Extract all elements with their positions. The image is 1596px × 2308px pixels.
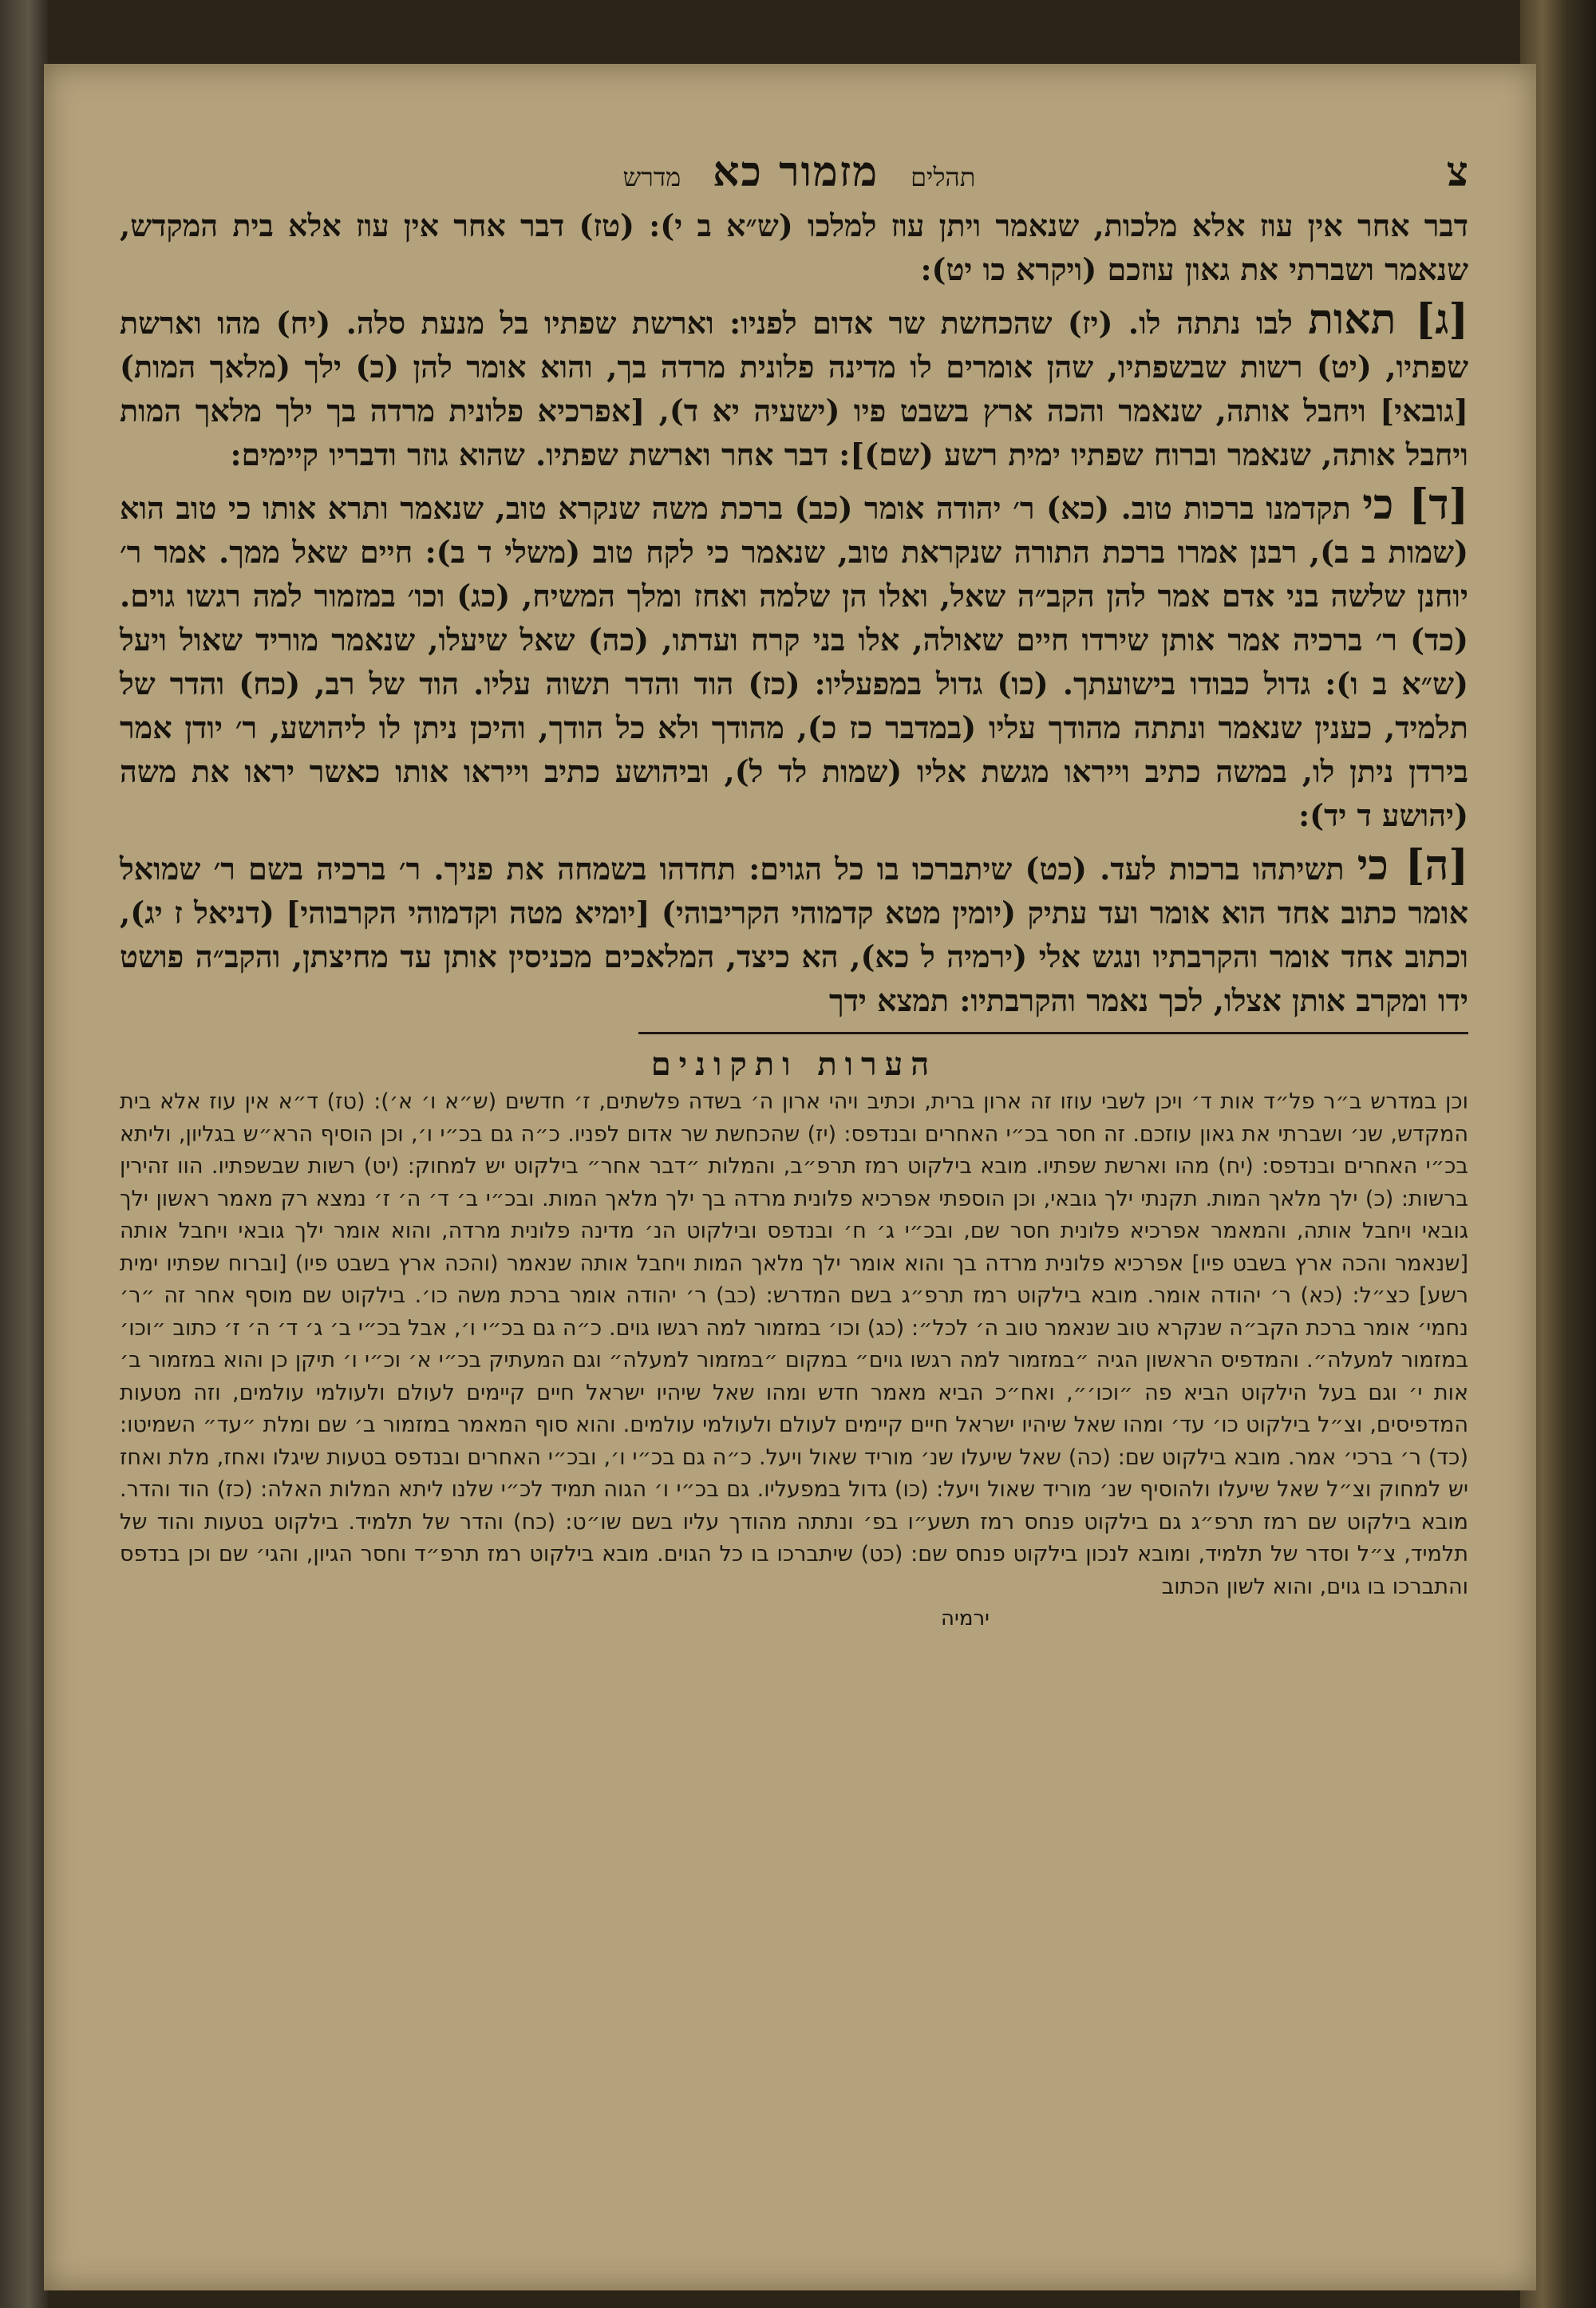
paragraph-lead: [ג] תאות xyxy=(1308,295,1468,344)
notes-body: וכן במדרש ב״ר פל״ד אות ד׳ ויכן לשבי עוזו זה ארון ברית, וכתיב ויהי ארון ה׳ בשדה פלשתים, ז׳ חדשים (ש״א ו׳ א׳): (טז) ד״א אין עוז אלא בית המקדש, שנ׳ ושברתי את גאון עוזכם. זה חסר בכ״י האחרים ובנדפס: (יז) שהכחשת שר אדום לפניו. כ״ה גם בכ״י ו׳, וכן הוסיף הרא״ש בגליון, וליתא בכ״י האחרים ובנדפס: (יח) מהו וארשת שפתיו. מובא בילקוט רמז תרפ״ב, והמלות ״דבר אחר״ בילקוט יש למחוק: (יט) רשות שבשפתיו. הוו זהירין ברשות: (כ) ילך מלאך המות. תקנתי ילך גובאי, וכן הוספתי אפרכיא פלונית מרדה בך ילך מלאך המות. ובכ״י ב׳ ד׳ ה׳ ז׳ נמצא רק מאמר ראשון ילך גובאי ויחבל אותה, והמאמר אפרכיא פלונית חסר שם, ובכ״י ג׳ ח׳ ובנדפס ובילקוט הנ׳ מדינה פלונית מרדה, והוא אומר ילך גובאי ויחבל אותה [שנאמר והכה ארץ בשבט פיו] אפרכיא פלונית מרדה בך והוא אומר ילך מלאך המות ויחבל אותה שנאמר (והכה ארץ בשבט פיו) [וברוח שפתיו ימית רשע] כצ״ל: (כא) ר׳ יהודה אומר. מובא בילקוט רמז תרפ״ג בשם המדרש: (כב) ר׳ יהודה אומר ברכת משה כו׳. בילקוט שם מוסף אחר זה ״ר׳ נחמי׳ אומר ברכת הקב״ה שנקרא טוב שנאמר טוב ה׳ לכל״: (כג) וכו׳ במזמור למה רגשו גוים. כ״ה גם בכ״י ו׳, אבל בכ״י ב׳ ג׳ ד׳ ה׳ ז׳ כתוב ״וכו׳ במזמור למעלה״. והמדפיס הראשון הגיה ״במזמור למה רגשו גוים״ במקום ״במזמור למעלה״ וגם המעתיק בכ״י א׳ וכ״י ו׳ תיקן כן והוא במזמור ב׳ אות י׳ וגם בעל הילקוט הביא פה ״וכו׳״, ואח״כ הביא מאמר חדש ומהו שאל שיהיו ישראל חיים קיימים לעולם ולעולמי עולמים, וזה מטעות המדפיסים, וצ״ל בילקוט כו׳ עד׳ ומהו שאל שיהיו ישראל חיים קיימים לעולם ולעולמי עולמים. והוא סוף המאמר במזמור ב׳ שם ומלת ״עד״ השמיטו: (כד) ר׳ ברכי׳ אמר. מובא בילקוט שם: (כה) שאל שיעלו שנ׳ מוריד שאול ויעל. כ״ה גם בכ״י ו׳, ובכ״י האחרים ובנדפס בטעות שיגלו ואחז, מלת ואחז יש למחוק וצ״ל שאל שיעלו ולהוסיף שנ׳ מוריד שאול ויעל: (כו) גדול במפעליו. גם בכ״י ו׳ הגוה תמיד לכ״י שלנו ליתא המלות האלה: (כז) הוד והדר. מובא בילקוט שם רמז תרפ״ג גם בילקוט פנחס רמז תשע״ו בפ׳ ונתתה מהודך עליו בשם שו״ט: (כח) והדר של תלמיד. בילקוט בטעות והוד של תלמיד, צ״ל וסדר של תלמיד, ומובא לנכון בילקוט פנחס שם: (כט) שיתברכו בו כל הגוים. מובא בילקוט רמז תרפ״ד וחסר הגיון, והגי׳ שם וכן בנדפס והתברכו בו גוים, והוא לשון הכתוב xyxy=(120,1089,1468,1599)
notes-catchword: ירמיה xyxy=(941,1607,990,1630)
running-header xyxy=(120,148,1468,204)
header-right-label: מדרש xyxy=(622,162,681,192)
page-number: צ xyxy=(1446,148,1468,196)
paragraph-1 xyxy=(120,204,1468,291)
paragraph-text: תשיתהו ברכות לעד. (כט) שיתברכו בו כל הגוים: תחדהו בשמחה את פניך. ר׳ ברכיה בשם ר׳ שמואל אומר כתוב אחד הוא אומר ועד עתיק (יומין מטא קדמוהי הקריבוהי) [יומיא מטה וקדמוהי הקרבוהי] (דניאל ז יג), וכתוב אחד אומר והקרבתיו ונגש אלי (ירמיה ל כא), הא כיצד, המלאכים מכניסין אותן עד מחיצתן, והקב״ה פושט ידו ומקרב אותן אצלו, לכך נאמר והקרבתיו: תמצא ידך xyxy=(120,851,1468,1018)
notes-title: הערות ותקונים xyxy=(650,1045,938,1083)
paragraph-3 xyxy=(120,480,1468,837)
book-page xyxy=(44,64,1536,2290)
paragraph-text: תקדמנו ברכות טוב. (כא) ר׳ יהודה אומר (כב) ברכת משה שנקרא טוב, שנאמר ותרא אותו כי טוב הוא (שמות ב ב), רבנן אמרו ברכת התורה שנקראת טוב, שנאמר כי לקח טוב (משלי ד ב): חיים שאל ממך. אמר ר׳ יוחנן שלשה בני אדם אמר להן הקב״ה שאל, ואלו הן שלמה ואחז ומלך המשיח, (כג) וכו׳ במזמור למה רגשו גוים. (כד) ר׳ ברכיה אמר אותן שירדו חיים שאולה, אלו בני קרח ועדתו, (כה) שאל שיעלו, שנאמר מוריד שאול ויעל (ש״א ב ו): גדול כבודו בישועתך. (כו) גדול במפעליו: (כז) הוד והדר תשוה עליו. הוד של רב, (כח) והדר של תלמיד, כענין שנאמר ונתתה מהודך עליו (במדבר כז כ), מהודך ולא כל הודך, והיכן ניתן לו ליהושע, ר׳ יודן אמר בירדן ניתן לו, במשה כתיב וייראו מגשת אליו (שמות לד ל), וביהושע כתיב וייראו אותו כאשר יראו את משה (יהושע ד יד): xyxy=(120,490,1468,833)
paragraph-lead: [ד] כי xyxy=(1362,480,1468,529)
paragraph-lead: [ה] כי xyxy=(1357,841,1468,890)
book-cover-left xyxy=(0,0,48,2308)
header-center xyxy=(622,148,975,196)
page-content xyxy=(120,148,1468,1630)
psalm-title: מזמור כא xyxy=(713,148,879,196)
paragraph-text: לבו נתתה לו. (יז) שהכחשת שר אדום לפניו: וארשת שפתיו בל מנעת סלה. (יח) מהו וארשת שפתיו, (יט) רשות שבשפתיו, שהן אומרים לו מדינה פלונית מרדה בך, והוא אומר להן (כ) ילך (מלאך המות) [גובאי] ויחבל אותה, שנאמר והכה ארץ בשבט פיו (ישעיה יא ד), [אפרכיא פלונית מרדה בך ילך מלאך המות ויחבל אותה, שנאמר וברוח שפתיו ימית רשע (שם)]: דבר אחר וארשת שפתיו. שהוא גוזר ודבריו קיימים: xyxy=(120,305,1468,472)
paragraph-4 xyxy=(120,841,1468,1022)
paragraph-2 xyxy=(120,295,1468,476)
header-left-label: תהלים xyxy=(911,162,976,192)
section-divider xyxy=(638,1032,1468,1034)
paragraph-text: דבר אחר אין עוז אלא מלכות, שנאמר ויתן עוז למלכו (ש״א ב י): (טז) דבר אחר אין עוז אלא בית המקדש, שנאמר ושברתי את גאון עוזכם (ויקרא כו יט): xyxy=(120,207,1468,287)
